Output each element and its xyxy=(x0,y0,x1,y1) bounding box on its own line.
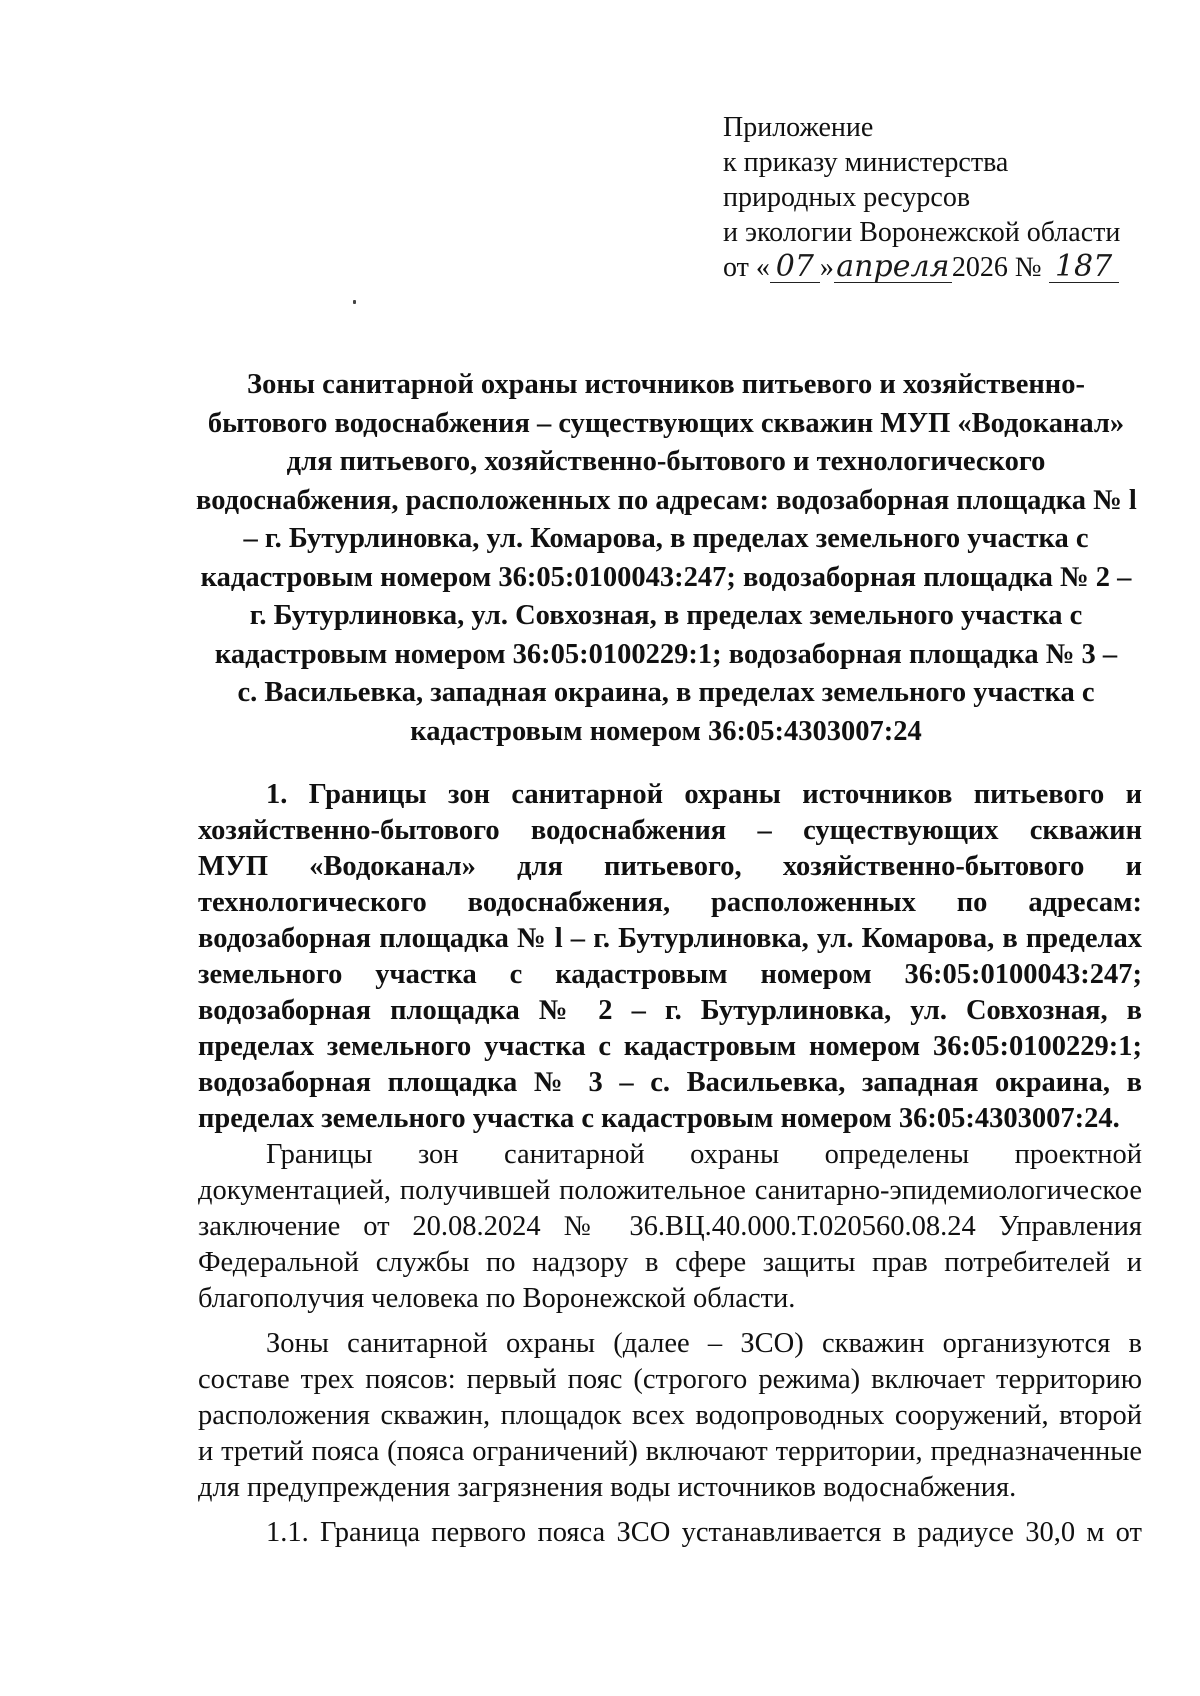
appendix-line-1: Приложение xyxy=(723,112,874,143)
appendix-line-4: и экологии Воронежской области xyxy=(723,217,1121,248)
date-day-handwritten: 07 xyxy=(770,252,820,283)
paragraph-gap xyxy=(198,1317,1142,1326)
title-line: – г. Бутурлиновка, ул. Комарова, в пределах земельного участка с xyxy=(243,523,1089,554)
appendix-line-2: к приказу министерства xyxy=(723,147,1009,178)
appendix-line-3: природных ресурсов xyxy=(723,182,971,213)
title-line: кадастровым номером 36:05:0100043:247; водозаборная площадка № 2 – xyxy=(200,561,1132,593)
order-date-line xyxy=(723,250,1163,285)
document-body xyxy=(198,777,1142,1551)
paragraph-line: Границы зон санитарной охраны определены проектной xyxy=(266,1139,1142,1170)
order-number-handwritten: 187 xyxy=(1049,252,1119,283)
title-line: Зоны санитарной охраны источников питьевого и хозяйственно- xyxy=(247,369,1085,400)
document-title xyxy=(196,366,1136,751)
paragraph-line: и третий пояса (пояса ограничений) включают территории, предназначенные xyxy=(198,1436,1142,1467)
paragraph-line: составе трех поясов: первый пояс (строгого режима) включает территорию xyxy=(198,1364,1142,1395)
section-1-line: МУП «Водоканал» для питьевого, хозяйственно-бытового и xyxy=(198,851,1142,882)
title-line: кадастровым номером 36:05:4303007:24 xyxy=(410,715,922,747)
date-mid: » xyxy=(819,252,834,283)
section-1-line: пределах земельного участка с кадастровым номером 36:05:0100229:1; xyxy=(198,1031,1142,1062)
paragraph-1-1 xyxy=(198,1515,1142,1551)
section-1-line: пределах земельного участка с кадастровым номером 36:05:4303007:24. xyxy=(198,1103,1120,1134)
paragraph-line: Федеральной службы по надзору в сфере защиты прав потребителей и xyxy=(198,1247,1142,1278)
paragraph-line: благополучия человека по Воронежской области. xyxy=(198,1283,796,1314)
paragraph-line: 1.1. Граница первого пояса ЗСО устанавливается в радиусе 30,0 м от xyxy=(266,1517,1142,1548)
title-line: кадастровым номером 36:05:0100229:1; водозаборная площадка № 3 – xyxy=(214,638,1118,670)
paragraph-boundaries-defined xyxy=(198,1137,1142,1317)
section-1-line: водозаборная площадка № l – г. Бутурлиновка, ул. Комарова, в пределах xyxy=(198,923,1142,954)
appendix-header xyxy=(723,110,1163,285)
paragraph-line: расположения скважин, площадок всех водопроводных сооружений, второй xyxy=(198,1400,1142,1431)
paragraph-line: для предупреждения загрязнения воды источников водоснабжения. xyxy=(198,1472,1017,1503)
date-month-handwritten: апреля xyxy=(834,252,952,283)
paragraph-line: заключение от 20.08.2024 № 36.ВЦ.40.000.Т.020560.08.24 Управления xyxy=(198,1211,1142,1242)
date-prefix: от « xyxy=(723,252,770,283)
section-1-line: водозаборная площадка № 2 – г. Бутурлиновка, ул. Совхозная, в xyxy=(198,995,1142,1026)
title-line: г. Бутурлиновка, ул. Совхозная, в пределах земельного участка с xyxy=(249,600,1083,631)
section-1-line: земельного участка с кадастровым номером 36:05:0100043:247; xyxy=(198,959,1142,990)
paragraph-zso-belts xyxy=(198,1326,1142,1506)
paragraph-gap xyxy=(198,1506,1142,1515)
title-line: водоснабжения, расположенных по адресам: водозаборная площадка № l xyxy=(196,484,1137,516)
title-line: для питьевого, хозяйственно-бытового и технологического xyxy=(286,446,1046,477)
title-line: бытового водоснабжения – существующих скважин МУП «Водоканал» xyxy=(207,407,1125,439)
section-1-line: хозяйственно-бытового водоснабжения – существующих скважин xyxy=(198,815,1142,846)
title-line: с. Васильевка, западная окраина, в пределах земельного участка с xyxy=(237,677,1095,708)
date-year: 2026 № xyxy=(951,252,1042,283)
paragraph-line: документацией, получившей положительное санитарно-эпидемиологическое xyxy=(198,1175,1142,1206)
section-1-heading xyxy=(198,777,1142,1137)
scan-speck xyxy=(353,300,356,304)
paragraph-line: Зоны санитарной охраны (далее – ЗСО) скважин организуются в xyxy=(266,1328,1142,1359)
section-1-line: технологического водоснабжения, расположенных по адресам: xyxy=(198,887,1142,918)
section-1-line: водозаборная площадка № 3 – с. Васильевка, западная окраина, в xyxy=(198,1067,1142,1098)
section-1-line: 1. Границы зон санитарной охраны источников питьевого и xyxy=(266,779,1142,810)
